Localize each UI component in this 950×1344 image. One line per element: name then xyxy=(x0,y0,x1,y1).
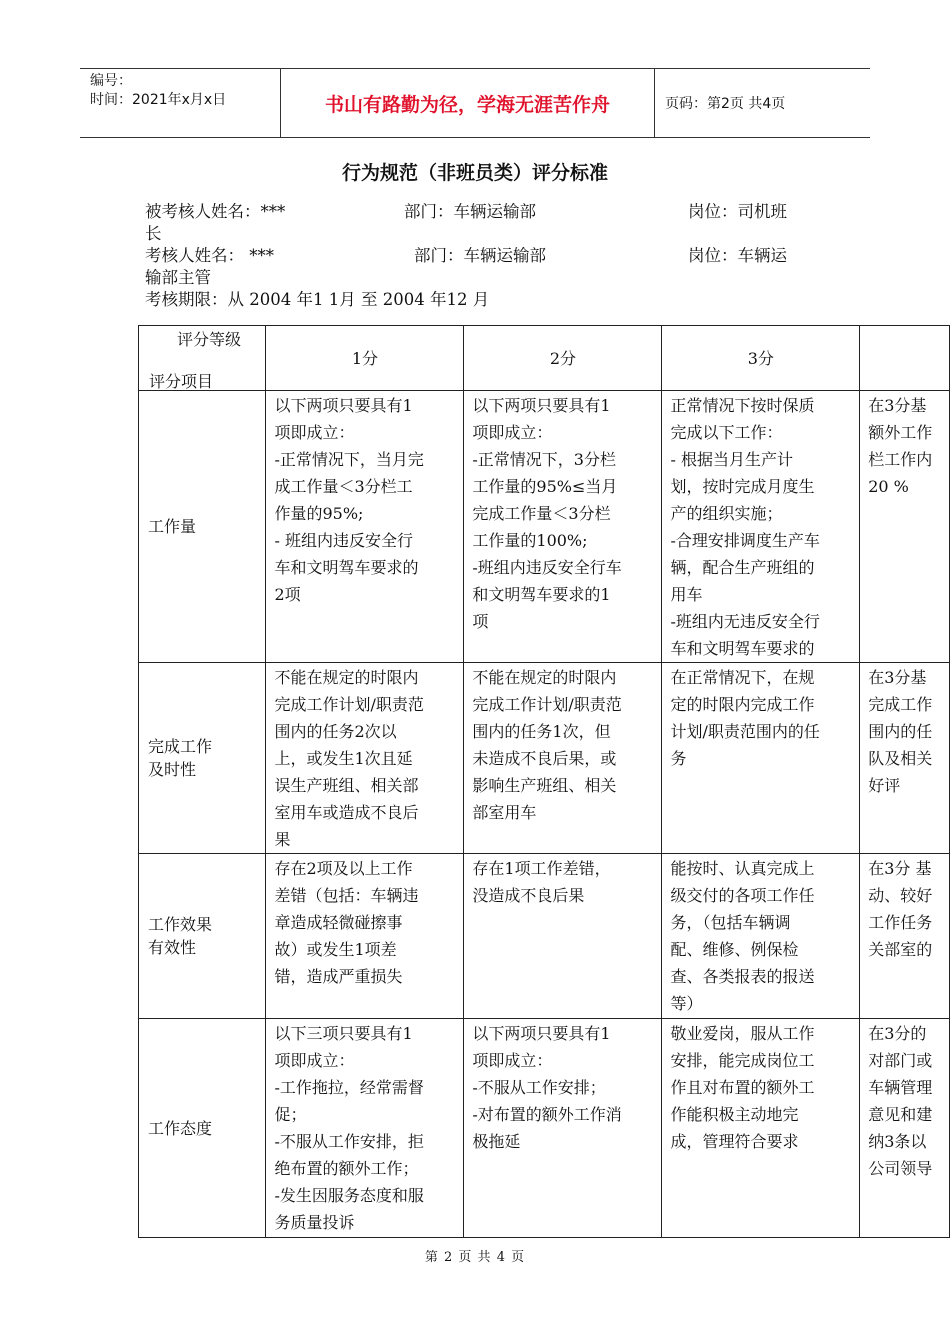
score-cell xyxy=(464,854,662,1019)
level-header-2: 2分 xyxy=(464,326,662,391)
cell-text-line: 完成工作计划/职责范 xyxy=(472,695,622,714)
cell-text-line: 围内的任务2次以 xyxy=(274,722,397,741)
cell-text-line: 车辆管理 xyxy=(868,1078,933,1097)
cell-text-line: 错，造成严重损失 xyxy=(274,967,403,986)
cell-text-line: -不服从工作安排，拒 xyxy=(274,1132,424,1151)
cell-text-line: - 根据当月生产计 xyxy=(670,450,793,469)
cell-text-line: 围内的任务1次，但 xyxy=(472,722,611,741)
page-header xyxy=(80,68,870,138)
cell-text-line: 在正常情况下，在规 xyxy=(670,668,815,687)
cell-text-line: 完成工作计划/职责范 xyxy=(274,695,424,714)
cell-text-line: 不能在规定的时限内 xyxy=(472,668,617,687)
cell-text-line: 工作量的100%; xyxy=(472,531,588,550)
cell-text-line: 关部室的 xyxy=(868,940,933,959)
examinee-dept: 部门：车辆运输部 xyxy=(404,202,536,221)
examiner-post: 岗位：车辆运 xyxy=(688,246,787,265)
cell-text-line: 2项 xyxy=(274,585,301,604)
examinee-name: 被考核人姓名：*** xyxy=(145,202,286,221)
score-cell xyxy=(860,1019,950,1238)
cell-text-line: 项即成立： xyxy=(472,1051,553,1070)
cell-text-line: 公司领导 xyxy=(868,1159,933,1178)
score-cell xyxy=(464,391,662,663)
cell-text-line: 对部门或 xyxy=(868,1051,933,1070)
cell-text-line: 动、较好 xyxy=(868,886,933,905)
examinee-post: 岗位：司机班 xyxy=(688,202,787,221)
cell-text-line: 在3分 基 xyxy=(868,859,932,878)
cell-text-line: 果 xyxy=(274,830,291,849)
cell-text-line: 查、各类报表的报送 xyxy=(670,967,815,986)
cell-text-line: 好评 xyxy=(868,776,901,795)
score-cell xyxy=(860,391,950,663)
cell-text-line: 完成工作 xyxy=(148,737,213,756)
cell-text-line: 敬业爱岗，服从工作 xyxy=(670,1024,815,1043)
score-cell xyxy=(464,663,662,854)
examiner-post-wrap: 输部主管 xyxy=(145,268,211,287)
cell-text-line: 误生产班组、相关部 xyxy=(274,776,419,795)
cell-text-line: 在3分基 xyxy=(868,396,927,415)
cell-text-line: 纳3条以 xyxy=(868,1132,927,1151)
cell-text-line: -正常情况下，当月完 xyxy=(274,450,424,469)
header-motto: 书山有路勤为径，学海无涯苦作舟 xyxy=(280,69,655,137)
header-page-code: 页码：第2页 共4页 xyxy=(665,96,786,112)
cell-text-line: 工作任务 xyxy=(868,913,933,932)
table-row xyxy=(139,854,950,1019)
score-cell xyxy=(266,391,464,663)
cell-text-line: 划，按时完成月度生 xyxy=(670,477,815,496)
cell-text-line: 项即成立： xyxy=(274,1051,355,1070)
assessment-period: 考核期限：从 2004 年1 1月 至 2004 年12 月 xyxy=(145,290,490,309)
document-title: 行为规范（非班员类）评分标准 xyxy=(341,162,608,184)
row-label xyxy=(139,854,266,1019)
cell-text-line: 车和文明驾车要求的 xyxy=(274,558,419,577)
row-label: 工作态度 xyxy=(139,1019,266,1238)
cell-text-line: 20 % xyxy=(868,477,909,496)
doc-date: 时间：2021年x月x日 xyxy=(90,92,227,108)
cell-text-line: 正常情况下按时保质 xyxy=(670,396,815,415)
header-meta xyxy=(80,69,280,137)
cell-text-line: 在3分的 xyxy=(868,1024,927,1043)
cell-text-line: 额外工作 xyxy=(868,423,933,442)
cell-text-line: 务质量投诉 xyxy=(274,1213,355,1232)
doc-number-label: 编号： xyxy=(90,73,132,89)
examiner-dept: 部门：车辆运输部 xyxy=(414,246,546,265)
table-row xyxy=(139,391,950,663)
cell-text-line: 工作量的95%≤当月 xyxy=(472,477,618,496)
cell-text-line: 完成以下工作： xyxy=(670,423,783,442)
cell-text-line: 完成工作 xyxy=(868,695,933,714)
score-cell xyxy=(860,854,950,1019)
cell-text-line: -班组内违反安全行车 xyxy=(472,558,622,577)
cell-text-line: 室用车或造成不良后 xyxy=(274,803,419,822)
cell-text-line: 极拖延 xyxy=(472,1132,521,1151)
cell-text-line: 项 xyxy=(472,612,489,631)
score-cell xyxy=(266,1019,464,1238)
page-footer: 第 2 页 共 4 页 xyxy=(424,1250,526,1265)
cell-text-line: 章造成轻微碰擦事 xyxy=(274,913,403,932)
score-cell xyxy=(662,391,860,663)
table-row xyxy=(139,1019,950,1238)
cell-text-line: 促； xyxy=(274,1105,307,1124)
cell-text-line: 项即成立： xyxy=(274,423,355,442)
cell-text-line: 存在2项及以上工作 xyxy=(274,859,413,878)
cell-text-line: 和文明驾车要求的1 xyxy=(472,585,611,604)
cell-text-line: 配、维修、例保检 xyxy=(670,940,799,959)
cell-text-line: -正常情况下，3分栏 xyxy=(472,450,616,469)
item-label: 评分项目 xyxy=(149,372,214,391)
cell-text-line: 及时性 xyxy=(148,760,197,779)
cell-text-line: 有效性 xyxy=(148,938,197,957)
cell-text-line: 以下两项只要具有1 xyxy=(274,396,413,415)
cell-text-line: 意见和建 xyxy=(868,1105,933,1124)
row-label xyxy=(139,663,266,854)
cell-text-line: 安排，能完成岗位工 xyxy=(670,1051,815,1070)
cell-text-line: 产的组织实施； xyxy=(670,504,783,523)
cell-text-line: 定的时限内完成工作 xyxy=(670,695,815,714)
level-header-3: 3分 xyxy=(662,326,860,391)
cell-text-line: 上，或发生1次且延 xyxy=(274,749,413,768)
row-label: 工作量 xyxy=(139,391,266,663)
examinee-post-wrap: 长 xyxy=(145,224,162,243)
score-cell xyxy=(464,1019,662,1238)
cell-text-line: 务 xyxy=(670,749,687,768)
cell-text-line: 以下两项只要具有1 xyxy=(472,1024,611,1043)
cell-text-line: -合理安排调度生产车 xyxy=(670,531,820,550)
table-row xyxy=(139,663,950,854)
corner-header-cell xyxy=(139,326,266,391)
cell-text-line: 作量的95%; xyxy=(274,504,364,523)
score-cell xyxy=(266,663,464,854)
cell-text-line: 车和文明驾车要求的 xyxy=(670,639,815,658)
cell-text-line: 务，（包括车辆调 xyxy=(670,913,791,932)
level-header-1: 1分 xyxy=(266,326,464,391)
cell-text-line: 没造成不良后果 xyxy=(472,886,585,905)
cell-text-line: 未造成不良后果，或 xyxy=(472,749,617,768)
cell-text-line: 存在1项工作差错， xyxy=(472,859,611,878)
cell-text-line: 辆，配合生产班组的 xyxy=(670,558,815,577)
cell-text-line: 项即成立： xyxy=(472,423,553,442)
cell-text-line: 级交付的各项工作任 xyxy=(670,886,815,905)
cell-text-line: 队及相关 xyxy=(868,749,933,768)
cell-text-line: 影响生产班组、相关 xyxy=(472,776,617,795)
cell-text-line: 工作效果 xyxy=(148,915,213,934)
cell-text-line: 完成工作量＜3分栏 xyxy=(472,504,611,523)
cell-text-line: 以下三项只要具有1 xyxy=(274,1024,413,1043)
cell-text-line: 成，管理符合要求 xyxy=(670,1132,799,1151)
grade-level-label: 评分等级 xyxy=(177,330,242,349)
cell-text-line: 围内的任 xyxy=(868,722,933,741)
level-header-4 xyxy=(860,326,950,391)
cell-text-line: 等） xyxy=(670,994,703,1013)
cell-text-line: 用车 xyxy=(670,585,703,604)
cell-text-line: - 班组内违反安全行 xyxy=(274,531,413,550)
cell-text-line: -对布置的额外工作消 xyxy=(472,1105,622,1124)
score-cell xyxy=(662,854,860,1019)
cell-text-line: 能按时、认真完成上 xyxy=(670,859,815,878)
cell-text-line: -班组内无违反安全行 xyxy=(670,612,820,631)
examiner-name: 考核人姓名： *** xyxy=(145,246,274,265)
cell-text-line: 故）或发生1项差 xyxy=(274,940,397,959)
cell-text-line: 作能积极主动地完 xyxy=(670,1105,799,1124)
cell-text-line: 绝布置的额外工作； xyxy=(274,1159,419,1178)
table-header-row xyxy=(139,326,950,391)
cell-text-line: 差错（包括：车辆违 xyxy=(274,886,419,905)
cell-text-line: -发生因服务态度和服 xyxy=(274,1186,424,1205)
score-cell xyxy=(860,663,950,854)
cell-text-line: 成工作量＜3分栏工 xyxy=(274,477,413,496)
cell-text-line: -工作拖拉，经常需督 xyxy=(274,1078,424,1097)
cell-text-line: 栏工作内 xyxy=(868,450,933,469)
score-cell xyxy=(662,1019,860,1238)
cell-text-line: 作且对布置的额外工 xyxy=(670,1078,815,1097)
cell-text-line: 计划/职责范围内的任 xyxy=(670,722,820,741)
cell-text-line: 部室用车 xyxy=(472,803,537,822)
scoring-table xyxy=(138,325,950,1238)
cell-text-line: 不能在规定的时限内 xyxy=(274,668,419,687)
score-cell xyxy=(266,854,464,1019)
cell-text-line: 以下两项只要具有1 xyxy=(472,396,611,415)
cell-text-line: 在3分基 xyxy=(868,668,927,687)
cell-text-line: -不服从工作安排； xyxy=(472,1078,606,1097)
score-cell xyxy=(662,663,860,854)
